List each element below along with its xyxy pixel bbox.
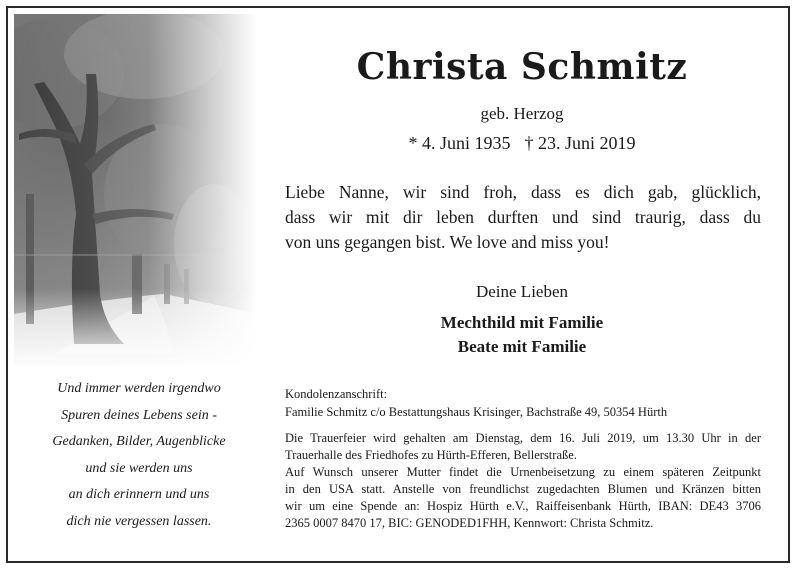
- family-line: Mechthild mit Familie: [440, 313, 604, 332]
- poem-line: Gedanken, Bilder, Augenblicke: [52, 434, 226, 450]
- notice-line: Die Trauerfeier wird gehalten am Dienstag, dem 16. Juli 2019, um 13.30 Uhr in der: [285, 431, 761, 445]
- tree-illustration: [14, 14, 258, 366]
- quote-line: dass wir mit dir leben durften und sind traurig, dass du: [285, 207, 761, 227]
- quote-line: Liebe Nanne, wir sind froh, dass es dich gab, glücklich,: [285, 182, 761, 202]
- quote-line: von uns gegangen bist. We love and miss you!: [285, 232, 610, 252]
- poem-line: und sie werden uns: [85, 460, 193, 476]
- notice-line: Trauerhalle des Friedhofes zu Hürth-Efferen, Bellerstraße.: [285, 448, 577, 462]
- deceased-name: Christa Schmitz: [356, 46, 688, 88]
- notice-line: Auf Wunsch unserer Mutter findet die Urnenbeisetzung zu einem späteren Zeitpunkt: [285, 465, 761, 479]
- greeting: Deine Lieben: [475, 282, 569, 301]
- notice-line: in den USA statt. Anstelle von freundlichst zugedachten Blumen und Kränzen bitten: [285, 482, 761, 496]
- birth-date: * 4. Juni 1935: [408, 133, 511, 153]
- poem-line: an dich erinnern und uns: [68, 487, 210, 503]
- family-signatures: [262, 311, 782, 359]
- tree-photo: [14, 14, 258, 366]
- poem: [34, 376, 244, 536]
- death-date: † 23. Juni 2019: [524, 133, 636, 153]
- condolence-address: [285, 386, 761, 421]
- condolence-text: Familie Schmitz c/o Bestattungshaus Krisinger, Bachstraße 49, 50354 Hürth: [285, 404, 668, 419]
- poem-line: Spuren deines Lebens sein -: [61, 407, 217, 423]
- poem-line: Und immer werden irgendwo: [57, 381, 221, 396]
- farewell-quote: [285, 180, 761, 255]
- notice-line: wir um eine Spende an: Hospiz Hürth e.V., Raiffeisenbank Hürth, IBAN: DE43 3706: [285, 499, 761, 513]
- condolence-label: Kondolenzanschrift:: [285, 387, 388, 401]
- maiden-name: geb. Herzog: [480, 104, 564, 123]
- family-line: Beate mit Familie: [457, 337, 587, 356]
- notice-line: 2365 0007 8470 17, BIC: GENODED1FHH, Kennwort: Christa Schmitz.: [285, 516, 654, 530]
- poem-line: dich nie vergessen lassen.: [66, 513, 212, 529]
- funeral-notice: [285, 430, 761, 532]
- life-dates: [262, 133, 782, 154]
